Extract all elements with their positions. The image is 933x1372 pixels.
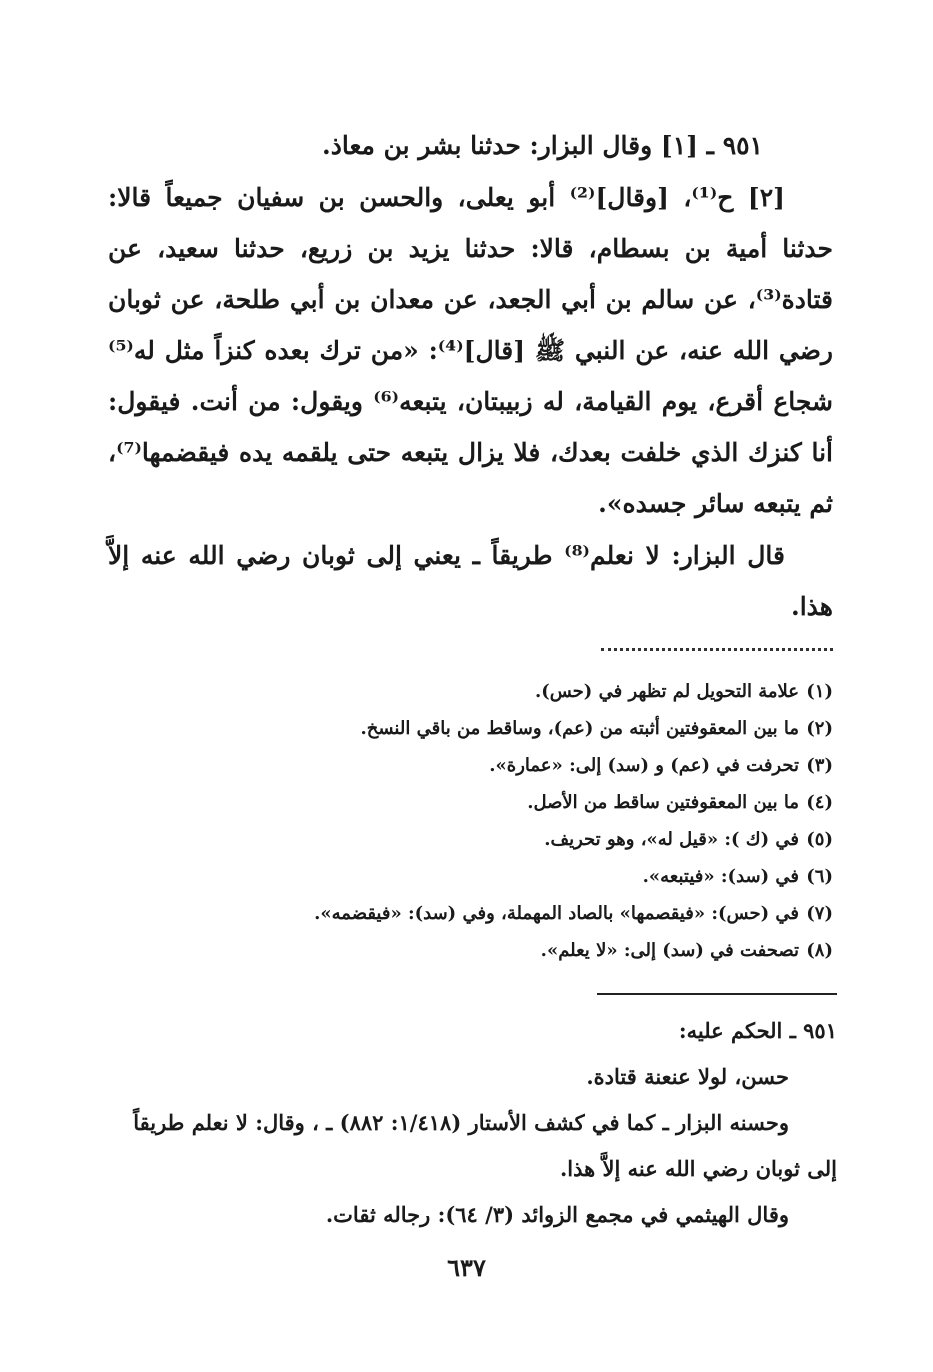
footnote-number: (٢) (806, 718, 833, 739)
footnote-number: (٧) (806, 903, 833, 924)
footnote-4 (273, 784, 833, 821)
verdict-haythami: وقال الهيثمي في مجمع الزوائد (٣/ ٦٤): رجاله ثقات. (325, 1202, 789, 1227)
hadith-paragraph-chain: [٢] ح⁽¹⁾، [وقال]⁽²⁾ أبو يعلى، والحسن بن سفيان جميعاً قالا: حدثنا أمية بن بسطام، قالا: حدثنا يزيد بن زريع، حدثنا سعيد، عن قتادة⁽³⁾، عن سالم بن أبي الجعد، عن معدان بن أبي طلحة، عن ثوبان رضي الله عنه، عن النبي ﷺ [قال]⁽⁴⁾: «من ترك بعده كنزاً مثل له⁽⁵⁾ شجاع أقرع، يوم القيامة، له زبيبتان، يتبعه⁽⁶⁾ ويقول: من أنت. فيقول: أنا كنزك الذي خلفت بعدك، فلا يزال يتبعه حتى يلقمه يده فيقضمها⁽⁷⁾، ثم يتبعه سائر جسده». (108, 183, 833, 518)
footnote-text: ما بين المعقوفتين ساقط من الأصل. (527, 792, 799, 813)
footnote-text: تحرفت في (عم) و (سد) إلى: «عمارة». (489, 755, 799, 776)
footnote-number: (٤) (806, 792, 833, 813)
footnote-text: ما بين المعقوفتين أثبته من (عم)، وساقط من باقي النسخ. (360, 718, 799, 739)
footnotes-list (273, 673, 833, 969)
footnote-number: (٦) (806, 866, 833, 887)
footnote-text: في (سد): «فيتبعه». (642, 866, 799, 887)
footnote-number: (١) (806, 681, 833, 702)
verdict-separator (597, 993, 837, 995)
footnote-5 (273, 821, 833, 858)
verdict-section (102, 1008, 837, 1238)
hadith-bazzar-note (108, 530, 833, 632)
hadith-body (108, 172, 833, 529)
footnote-3 (273, 747, 833, 784)
footnote-7 (273, 895, 833, 932)
verdict-heading: ٩٥١ ـ الحكم عليه: (678, 1018, 837, 1043)
footnote-number: (٣) (806, 755, 833, 776)
hadith-paragraph-bazzar: قال البزار: لا نعلم⁽⁸⁾ طريقاً ـ يعني إلى ثوبان رضي الله عنه إلاَّ هذا. (108, 541, 833, 621)
footnote-number: (٥) (806, 829, 833, 850)
verdict-bazzar: وحسنه البزار ـ كما في كشف الأستار (١/٤١٨: ٨٨٢) ـ ، وقال: لا نعلم طريقاً إلى ثوبان رضي الله عنه إلاَّ هذا. (133, 1110, 837, 1181)
footnote-number: (٨) (806, 940, 833, 961)
footnote-8 (273, 932, 833, 969)
footnote-1 (273, 673, 833, 710)
footnote-text: في (ك ): «قيل له»، وهو تحريف. (544, 829, 799, 850)
footnote-2 (273, 710, 833, 747)
footnote-6 (273, 858, 833, 895)
verdict-grade: حسن، لولا عنعنة قتادة. (586, 1064, 789, 1089)
footnote-text: علامة التحويل لم تظهر في (حس). (534, 681, 799, 702)
footnote-text: في (حس): «فيقصمها» بالصاد المهملة، وفي (سد): «فيقضمه». (314, 903, 799, 924)
footnote-text: تصحفت في (سد) إلى: «لا يعلم». (540, 940, 799, 961)
hadith-heading: ٩٥١ ـ [١] وقال البزار: حدثنا بشر بن معاذ. (322, 131, 763, 160)
page-number: ٦٣٧ (447, 1253, 486, 1282)
footnote-separator (601, 648, 833, 651)
